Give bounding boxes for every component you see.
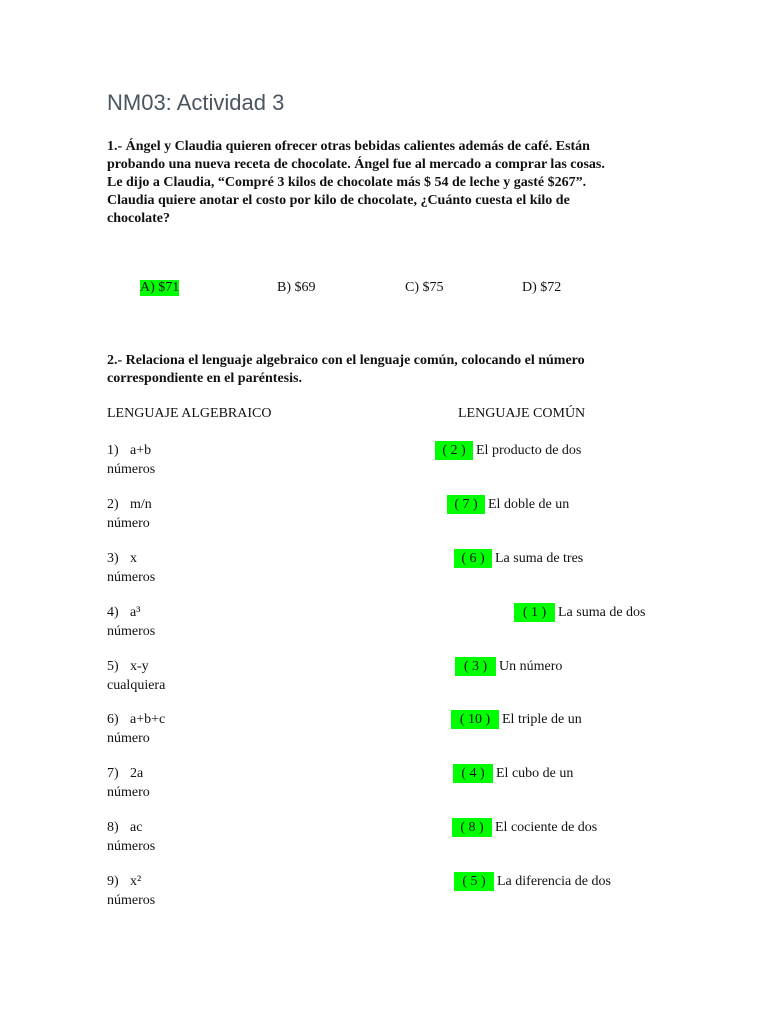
item-number: 9) xyxy=(107,874,119,889)
item-number: 5) xyxy=(107,659,119,674)
page-title: NM03: Actividad 3 xyxy=(107,90,285,115)
common-item xyxy=(454,549,583,568)
algebraic-expression: ac xyxy=(130,820,143,835)
wrapped-text: cualquiera xyxy=(107,678,166,693)
item-number: 2) xyxy=(107,497,119,512)
wrapped-text: números xyxy=(107,624,156,639)
wrapped-text: números xyxy=(107,462,156,477)
question-1-line: chocolate? xyxy=(107,211,170,226)
answer-blank: ( 10 ) xyxy=(451,710,499,729)
wrapped-text: números xyxy=(107,570,156,585)
wrapped-text: número xyxy=(107,731,150,746)
item-number: 1) xyxy=(107,443,119,458)
question-2 xyxy=(107,352,667,388)
common-item xyxy=(452,818,597,837)
algebraic-item xyxy=(107,818,155,856)
question-1-line: 1.- Ángel y Claudia quieren ofrecer otras bebidas calientes además de café. Están xyxy=(107,139,590,154)
question-2-line: 2.- Relaciona el lenguaje algebraico con el lenguaje común, colocando el número xyxy=(107,353,585,368)
algebraic-item xyxy=(107,872,155,910)
common-item xyxy=(453,764,573,783)
algebraic-expression: a+b xyxy=(130,443,152,458)
answer-blank: ( 4 ) xyxy=(453,764,493,783)
answer-blank: ( 2 ) xyxy=(435,441,473,460)
common-phrase: La diferencia de dos xyxy=(497,874,611,889)
algebraic-item xyxy=(107,441,155,479)
column-header-algebraic: LENGUAJE ALGEBRAICO xyxy=(107,406,272,421)
answer-blank: ( 3 ) xyxy=(455,657,496,676)
answer-blank: ( 6 ) xyxy=(454,549,492,568)
question-1-line: Le dijo a Claudia, “Compré 3 kilos de chocolate más $ 54 de leche y gasté $267”. xyxy=(107,175,587,190)
item-number: 4) xyxy=(107,605,119,620)
option-a-selected: A) $71 xyxy=(140,280,180,295)
algebraic-expression: x² xyxy=(130,874,142,889)
option-b: B) $69 xyxy=(277,280,316,295)
algebraic-item xyxy=(107,710,165,748)
option-d: D) $72 xyxy=(522,280,562,295)
common-phrase: La suma de tres xyxy=(495,551,584,566)
common-item xyxy=(435,441,581,460)
common-phrase: El producto de dos xyxy=(476,443,582,458)
answer-blank: ( 1 ) xyxy=(514,603,555,622)
answer-blank: ( 5 ) xyxy=(454,872,494,891)
column-header-common: LENGUAJE COMÚN xyxy=(458,406,586,421)
wrapped-text: números xyxy=(107,839,156,854)
algebraic-expression: m/n xyxy=(130,497,152,512)
algebraic-expression: x-y xyxy=(130,659,149,674)
common-phrase: El cubo de un xyxy=(496,766,574,781)
wrapped-text: números xyxy=(107,893,156,908)
wrapped-text: número xyxy=(107,785,150,800)
question-2-line: correspondiente en el paréntesis. xyxy=(107,371,302,386)
algebraic-item xyxy=(107,657,165,695)
wrapped-text: número xyxy=(107,516,150,531)
common-item xyxy=(454,872,611,891)
item-number: 3) xyxy=(107,551,119,566)
algebraic-expression: a³ xyxy=(130,605,141,620)
common-item xyxy=(514,603,645,622)
algebraic-expression: x xyxy=(130,551,137,566)
question-1-line: probando una nueva receta de chocolate. Ángel fue al mercado a comprar las cosas. xyxy=(107,157,605,172)
algebraic-item xyxy=(107,603,155,641)
algebraic-expression: a+b+c xyxy=(130,712,166,727)
question-1 xyxy=(107,138,667,228)
common-phrase: El cociente de dos xyxy=(495,820,598,835)
option-c: C) $75 xyxy=(405,280,444,295)
common-item xyxy=(447,495,569,514)
common-phrase: Un número xyxy=(499,659,563,674)
common-item xyxy=(455,657,562,676)
algebraic-item xyxy=(107,495,152,533)
algebraic-item xyxy=(107,549,155,587)
algebraic-item xyxy=(107,764,150,802)
item-number: 6) xyxy=(107,712,119,727)
common-phrase: El triple de un xyxy=(502,712,582,727)
algebraic-expression: 2a xyxy=(130,766,144,781)
answer-blank: ( 7 ) xyxy=(447,495,485,514)
item-number: 7) xyxy=(107,766,119,781)
question-1-line: Claudia quiere anotar el costo por kilo de chocolate, ¿Cuánto cuesta el kilo de xyxy=(107,193,570,208)
answer-blank: ( 8 ) xyxy=(452,818,492,837)
item-number: 8) xyxy=(107,820,119,835)
common-item xyxy=(451,710,582,729)
common-phrase: El doble de un xyxy=(488,497,570,512)
common-phrase: La suma de dos xyxy=(558,605,646,620)
